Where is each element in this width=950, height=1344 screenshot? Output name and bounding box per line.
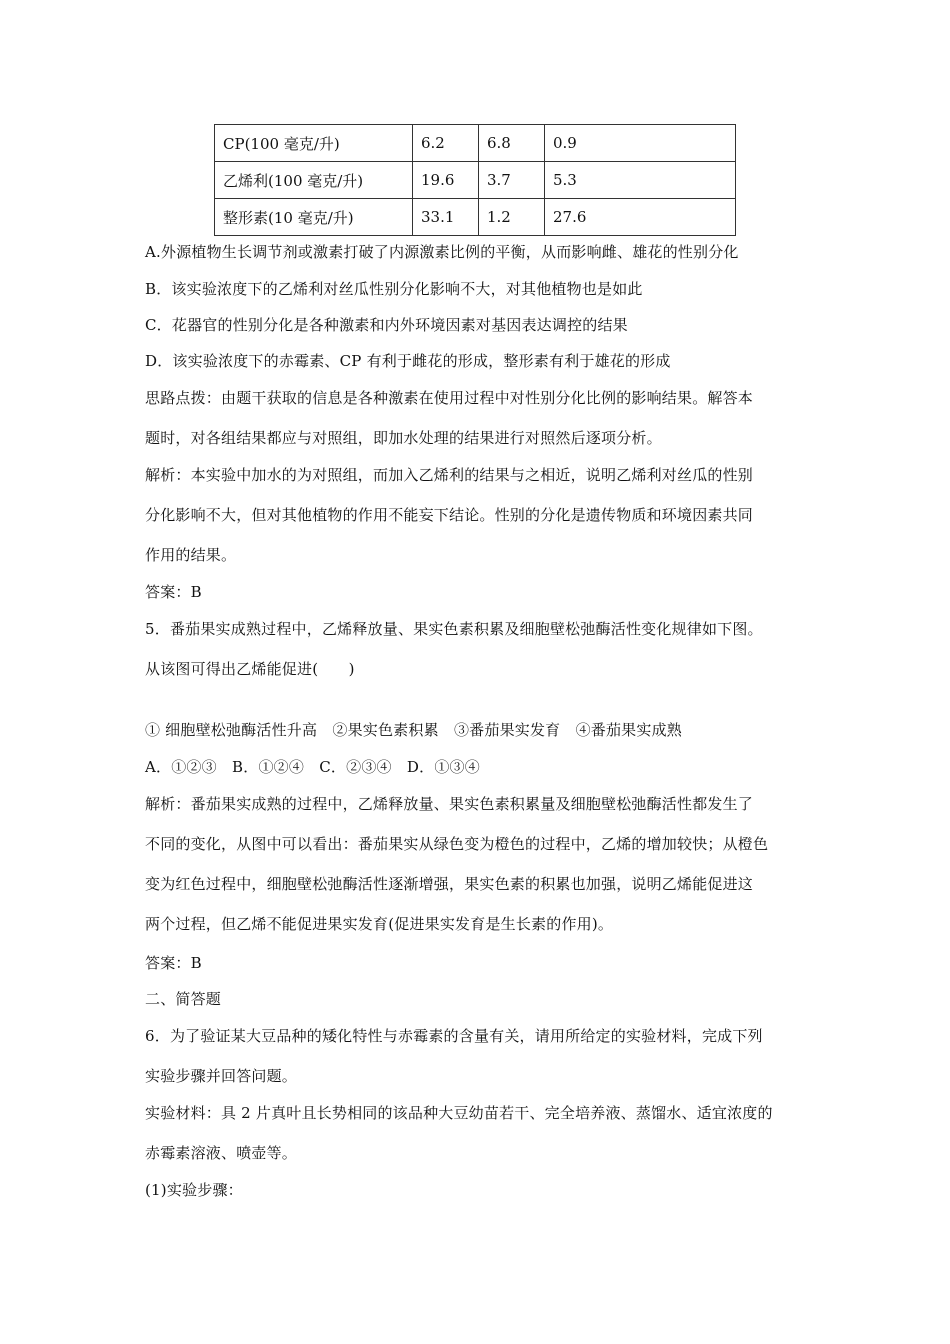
- analysis-text: 解析：本实验中加水的为对照组，而加入乙烯利的结果与之相近，说明乙烯利对丝瓜的性别: [145, 466, 754, 484]
- table-cell: 0.9: [545, 125, 736, 162]
- table-cell: CP(100 毫克/升): [215, 125, 413, 162]
- table-cell: 整形素(10 毫克/升): [215, 199, 413, 236]
- table-cell: 乙烯利(100 毫克/升): [215, 162, 413, 199]
- table-row: [215, 162, 736, 199]
- analysis-text: 分化影响不大，但对其他植物的作用不能妄下结论。性别的分化是遗传物质和环境因素共同: [145, 506, 754, 524]
- question-5-stem: 5．番茄果实成熟过程中，乙烯释放量、果实色素积累及细胞壁松弛酶活性变化规律如下图。: [145, 620, 763, 638]
- steps-label: (1)实验步骤：: [145, 1181, 243, 1199]
- question-6-stem: 6．为了验证某大豆品种的矮化特性与赤霉素的含量有关，请用所给定的实验材料，完成下列: [145, 1027, 763, 1045]
- analysis-text: 作用的结果。: [145, 546, 237, 564]
- section-heading: 二、简答题: [145, 990, 222, 1008]
- answer-text: 答案：B: [145, 954, 202, 972]
- option-d: D．该实验浓度下的赤霉素、CP 有利于雌花的形成，整形素有利于雄花的形成: [145, 352, 671, 370]
- analysis-text: 不同的变化，从图中可以看出：番茄果实从绿色变为橙色的过程中，乙烯的增加较快；从橙色: [145, 835, 769, 853]
- hint-text: 思路点拨：由题干获取的信息是各种激素在使用过程中对性别分化比例的影响结果。解答本: [145, 389, 754, 407]
- question-5-items: ① 细胞壁松弛酶活性升高 ②果实色素积累 ③番茄果实发育 ④番茄果实成熟: [145, 721, 682, 739]
- question-6-materials: 实验材料：具 2 片真叶且长势相同的该品种大豆幼苗若干、完全培养液、蒸馏水、适宜浓度的: [145, 1104, 773, 1122]
- hint-text: 题时，对各组结果都应与对照组，即加水处理的结果进行对照然后逐项分析。: [145, 429, 662, 447]
- table-cell: 6.8: [479, 125, 545, 162]
- analysis-text: 两个过程，但乙烯不能促进果实发育(促进果实发育是生长素的作用)。: [145, 915, 614, 933]
- question-5-choices: A．①②③ B．①②④ C．②③④ D．①③④: [145, 758, 480, 776]
- analysis-text: 解析：番茄果实成熟的过程中，乙烯释放量、果实色素积累量及细胞壁松弛酶活性都发生了: [145, 795, 754, 813]
- table-cell: 5.3: [545, 162, 736, 199]
- table-cell: 1.2: [479, 199, 545, 236]
- table-cell: 27.6: [545, 199, 736, 236]
- table-row: [215, 125, 736, 162]
- option-a: A.外源植物生长调节剂或激素打破了内源激素比例的平衡，从而影响雌、雄花的性别分化: [145, 243, 739, 261]
- question-6-stem: 实验步骤并回答问题。: [145, 1067, 298, 1085]
- option-c: C．花器官的性别分化是各种激素和内外环境因素对基因表达调控的结果: [145, 316, 628, 334]
- table-cell: 6.2: [413, 125, 479, 162]
- question-5-stem: 从该图可得出乙烯能促进( ): [145, 660, 355, 678]
- question-6-materials: 赤霉素溶液、喷壶等。: [145, 1144, 298, 1162]
- analysis-text: 变为红色过程中，细胞壁松弛酶活性逐渐增强，果实色素的积累也加强，说明乙烯能促进这: [145, 875, 754, 893]
- data-table: [214, 124, 736, 236]
- option-b: B．该实验浓度下的乙烯利对丝瓜性别分化影响不大，对其他植物也是如此: [145, 280, 643, 298]
- table-cell: 3.7: [479, 162, 545, 199]
- answer-text: 答案：B: [145, 583, 202, 601]
- table-cell: 33.1: [413, 199, 479, 236]
- table-row: [215, 199, 736, 236]
- table-cell: 19.6: [413, 162, 479, 199]
